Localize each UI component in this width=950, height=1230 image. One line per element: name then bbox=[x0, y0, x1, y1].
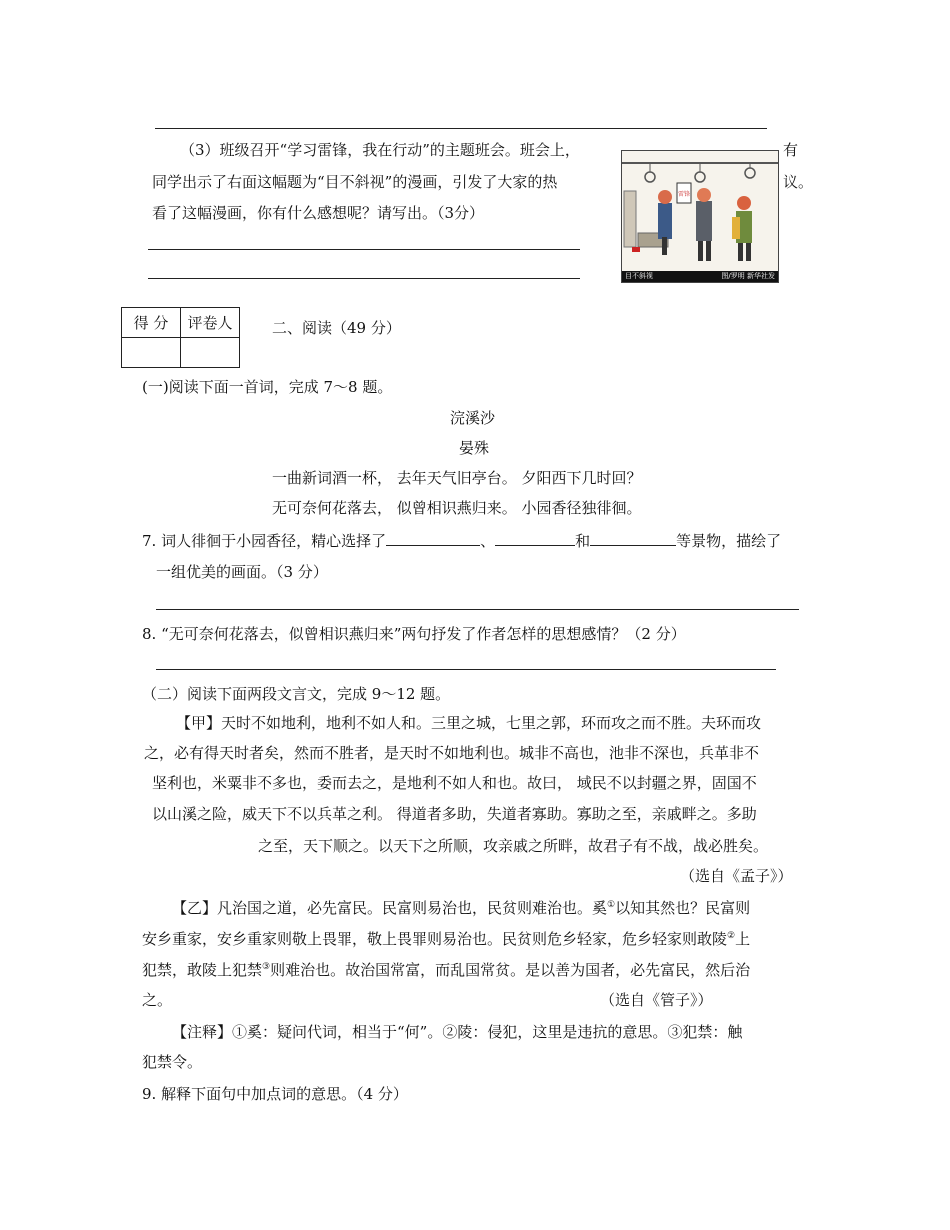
yi-line-1-b: 以知其然也？民富则 bbox=[615, 899, 751, 917]
part1-intro: (一)阅读下面一首词，完成 7～8 题。 bbox=[142, 378, 393, 396]
yi-line-3-a: 犯禁，敢陵上犯禁 bbox=[142, 961, 263, 979]
q9-text: 9. 解释下面句中加点词的意思。（4 分） bbox=[142, 1085, 408, 1103]
note-ref-3: ③ bbox=[262, 962, 271, 972]
q7-sep-1: 、 bbox=[480, 532, 496, 550]
comic-caption-credit: 图/罗明 新华社发 bbox=[721, 272, 775, 280]
q7-blank-3[interactable] bbox=[590, 531, 676, 546]
notes-line-2: 犯禁令。 bbox=[142, 1053, 203, 1071]
jia-line-3: 坚利也，米粟非不多也，委而去之，是地利不如人和也。故曰， 域民不以封疆之界，固国不 bbox=[152, 774, 757, 792]
q3-line2: 同学出示了右面这幅题为“目不斜视”的漫画，引发了大家的热 bbox=[152, 173, 558, 191]
yi-line-1-a: 【乙】凡治国之道，必先富民。民富则易治也，民贫则难治也。奚 bbox=[172, 899, 608, 917]
note-ref-1: ① bbox=[607, 900, 616, 910]
score-cell[interactable] bbox=[122, 338, 181, 368]
yi-line-4: 之。 bbox=[142, 991, 173, 1009]
comic-illustration bbox=[622, 151, 778, 271]
score-header: 得 分 bbox=[122, 308, 181, 338]
q3-line1-end: 有 bbox=[783, 141, 799, 159]
grader-cell[interactable] bbox=[181, 338, 240, 368]
poem-line-2: 无可奈何花落去， 似曾相识燕归来。 小园香径独徘徊。 bbox=[272, 499, 642, 517]
part2-intro: （二）阅读下面两段文言文，完成 9～12 题。 bbox=[142, 685, 451, 703]
q3-line3: 看了这幅漫画，你有什么感想呢？请写出。（3分） bbox=[152, 204, 485, 222]
jia-line-2: 之，必有得天时者矣，然而不胜者，是天时不如地利也。城非不高也，池非不深也，兵革非不 bbox=[144, 744, 760, 762]
poem-line-1: 一曲新词酒一杯， 去年天气旧亭台。 夕阳西下几时回？ bbox=[272, 469, 642, 487]
q7-answer-line bbox=[156, 609, 799, 610]
comic-caption-bar bbox=[622, 271, 778, 282]
poem-title: 浣溪沙 bbox=[450, 409, 496, 427]
q7-sep-2: 和 bbox=[575, 532, 591, 550]
q8-text: 8. “无可奈何花落去，似曾相识燕归来”两句抒发了作者怎样的思想感情？（2 分） bbox=[142, 625, 686, 643]
q7-blank-1[interactable] bbox=[386, 531, 480, 546]
grader-header: 评卷人 bbox=[181, 308, 240, 338]
yi-source: （选自《管子》） bbox=[600, 991, 713, 1009]
q8-answer-line bbox=[156, 669, 776, 670]
comic-sign-text: 雷锋 bbox=[677, 191, 691, 198]
q7-line1 bbox=[142, 531, 781, 551]
note-ref-2: ② bbox=[727, 931, 736, 941]
yi-line-3-b: 则难治也。故治国常富，而乱国常贫。是以善为国者，必先富民，然后治 bbox=[270, 961, 751, 979]
section2-title: 二、阅读（49 分） bbox=[272, 319, 401, 337]
jia-line-1: 【甲】天时不如地利，地利不如人和。三里之城，七里之郭，环而攻之而不胜。夫环而攻 bbox=[176, 714, 762, 732]
jia-line-5: 之至，天下顺之。以天下之所顺，攻亲戚之所畔，故君子有不战，战必胜矣。 bbox=[258, 837, 769, 855]
notes-line-1: 【注释】①奚：疑问代词，相当于“何”。②陵：侵犯，这里是违抗的意思。③犯禁：触 bbox=[172, 1023, 743, 1041]
q7-blank-2[interactable] bbox=[495, 531, 575, 546]
yi-line-3 bbox=[142, 960, 750, 980]
comic-caption-title: 目不斜视 bbox=[625, 272, 653, 280]
jia-line-4: 以山溪之险，威天下不以兵革之利。 得道者多助，失道者寡助。寡助之至，亲戚畔之。多助 bbox=[152, 805, 757, 823]
yi-line-2-a: 安乡重家，安乡重家则敬上畏罪，敬上畏罪则易治也。民贫则危乡轻家，危乡轻家则敢陵 bbox=[142, 930, 728, 948]
yi-line-1 bbox=[172, 898, 750, 918]
comic-image bbox=[621, 150, 779, 283]
yi-line-2 bbox=[142, 929, 750, 949]
q3-answer-line-2 bbox=[148, 278, 580, 279]
q7-part-a: 7. 词人徘徊于小园香径，精心选择了 bbox=[142, 532, 387, 550]
q3-answer-line-1 bbox=[148, 249, 580, 250]
jia-source: （选自《孟子》） bbox=[680, 867, 793, 885]
q3-line2-end: 议。 bbox=[783, 173, 814, 191]
answer-line-top bbox=[155, 128, 767, 129]
q3-line1: （3）班级召开“学习雷锋，我在行动”的主题班会。班会上， bbox=[180, 141, 580, 159]
q7-line2: 一组优美的画面。（3 分） bbox=[156, 563, 328, 581]
poem-author: 晏殊 bbox=[459, 439, 490, 457]
score-table bbox=[121, 307, 240, 368]
q7-part-b: 等景物，描绘了 bbox=[676, 532, 782, 550]
yi-line-2-b: 上 bbox=[735, 930, 751, 948]
